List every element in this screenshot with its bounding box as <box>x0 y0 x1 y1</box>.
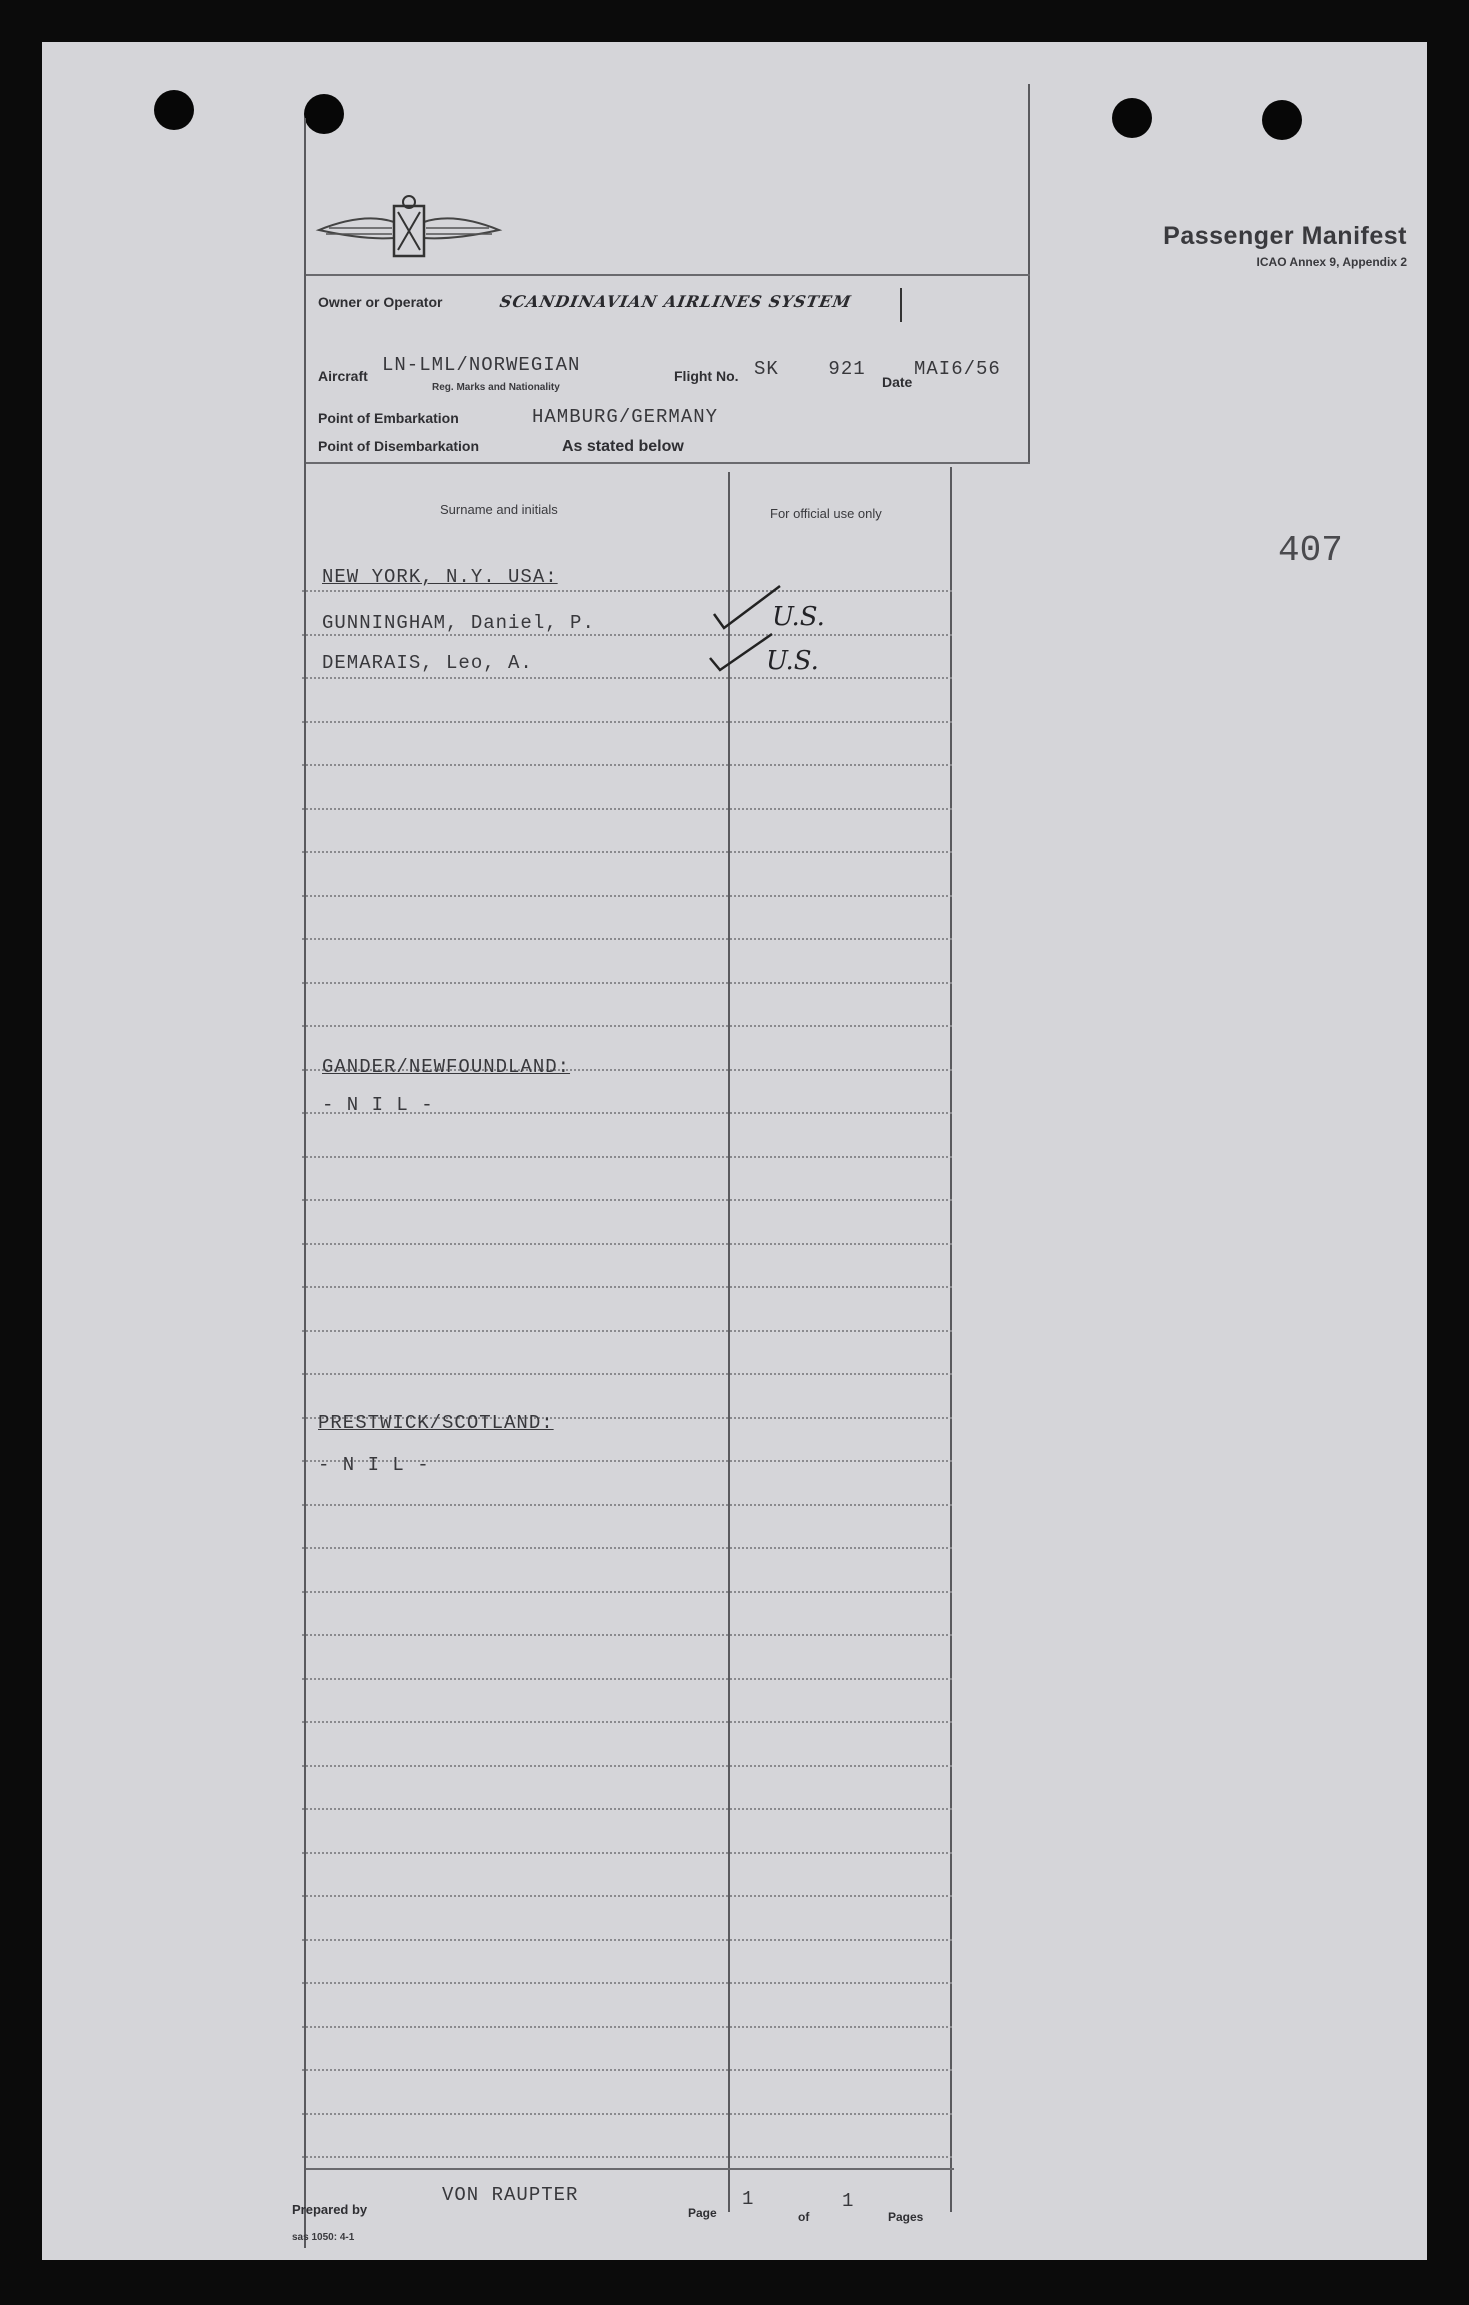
manifest-title: Passenger Manifest <box>1163 222 1407 250</box>
ruled-lines <box>302 42 952 2242</box>
nil-entry: - N I L - <box>322 1094 434 1116</box>
column-name-header: Surname and initials <box>440 502 558 517</box>
official-mark: U.S. <box>772 602 825 632</box>
check-marks <box>682 542 842 722</box>
ruled-line <box>302 1808 952 1811</box>
date-value: MAI6/56 <box>914 358 1001 380</box>
ruled-line <box>302 1634 952 1637</box>
manifest-subtitle: ICAO Annex 9, Appendix 2 <box>1256 255 1407 269</box>
page-stamp-number: 407 <box>1278 530 1343 571</box>
ruled-line <box>302 721 952 724</box>
ruled-line <box>302 677 952 680</box>
ruled-line <box>302 764 952 767</box>
passenger-entry: DEMARAIS, Leo, A. <box>322 652 533 674</box>
ruled-line <box>302 851 952 854</box>
destination-gander: GANDER/NEWFOUNDLAND: <box>322 1056 571 1078</box>
ruled-line <box>302 938 952 941</box>
ruled-line <box>302 1330 952 1333</box>
embarkation-label: Point of Embarkation <box>318 410 459 426</box>
ruled-line <box>302 1504 952 1507</box>
document-sheet <box>42 42 1427 2260</box>
column-official-header: For official use only <box>770 506 882 521</box>
ruled-line <box>302 1591 952 1594</box>
ruled-line <box>302 1852 952 1855</box>
page-value: 1 <box>742 2188 755 2210</box>
ruled-line <box>302 1721 952 1724</box>
punch-hole <box>1262 100 1302 140</box>
ruled-line <box>302 2069 952 2072</box>
ruled-line <box>302 895 952 898</box>
disembarkation-label: Point of Disembarkation <box>318 438 480 454</box>
embarkation-value: HAMBURG/GERMANY <box>532 406 719 428</box>
ruled-line <box>302 808 952 811</box>
ruled-line <box>302 1156 952 1159</box>
ruled-line <box>302 1286 952 1289</box>
page-label: Page <box>688 2206 717 2220</box>
ruled-line <box>302 1939 952 1942</box>
ruled-line <box>302 1765 952 1768</box>
passenger-entry: GUNNINGHAM, Daniel, P. <box>322 612 595 634</box>
pages-label: Pages <box>888 2210 924 2224</box>
ruled-line <box>302 1547 952 1550</box>
ruled-line <box>302 982 952 985</box>
destination-new-york: NEW YORK, N.Y. USA: <box>322 566 558 588</box>
punch-hole <box>1112 98 1152 138</box>
aircraft-sub-label: Reg. Marks and Nationality <box>432 382 560 393</box>
disembarkation-value: As stated below <box>562 438 684 455</box>
nil-entry: - N I L - <box>318 1454 430 1476</box>
ruled-line <box>302 1199 952 1202</box>
ruled-line <box>302 1373 952 1376</box>
destination-prestwick: PRESTWICK/SCOTLAND: <box>318 1412 554 1434</box>
flight-label: Flight No. <box>674 368 739 384</box>
ruled-line <box>302 2113 952 2116</box>
form-code: sas 1050: 4-1 <box>292 2232 355 2243</box>
ruled-line <box>302 1895 952 1898</box>
aircraft-value: LN-LML/NORWEGIAN <box>382 354 581 376</box>
of-label: of <box>798 2210 810 2224</box>
flight-value: SK 921 <box>754 358 866 380</box>
aircraft-label: Aircraft <box>318 368 368 384</box>
prepared-value: VON RAUPTER <box>442 2184 579 2206</box>
ruled-line <box>302 2026 952 2029</box>
prepared-label: Prepared by <box>292 2202 368 2217</box>
date-label: Date <box>882 374 913 390</box>
owner-label: Owner or Operator <box>318 294 443 310</box>
ruled-line <box>302 1243 952 1246</box>
of-value: 1 <box>842 2190 855 2212</box>
punch-hole <box>154 90 194 130</box>
ruled-line <box>302 2156 952 2159</box>
ruled-line <box>302 1982 952 1985</box>
ruled-line <box>302 1025 952 1028</box>
owner-value: SCANDINAVIAN AIRLINES SYSTEM <box>498 292 853 311</box>
ruled-line <box>302 590 952 593</box>
ruled-line <box>302 1678 952 1681</box>
official-mark: U.S. <box>766 646 819 676</box>
